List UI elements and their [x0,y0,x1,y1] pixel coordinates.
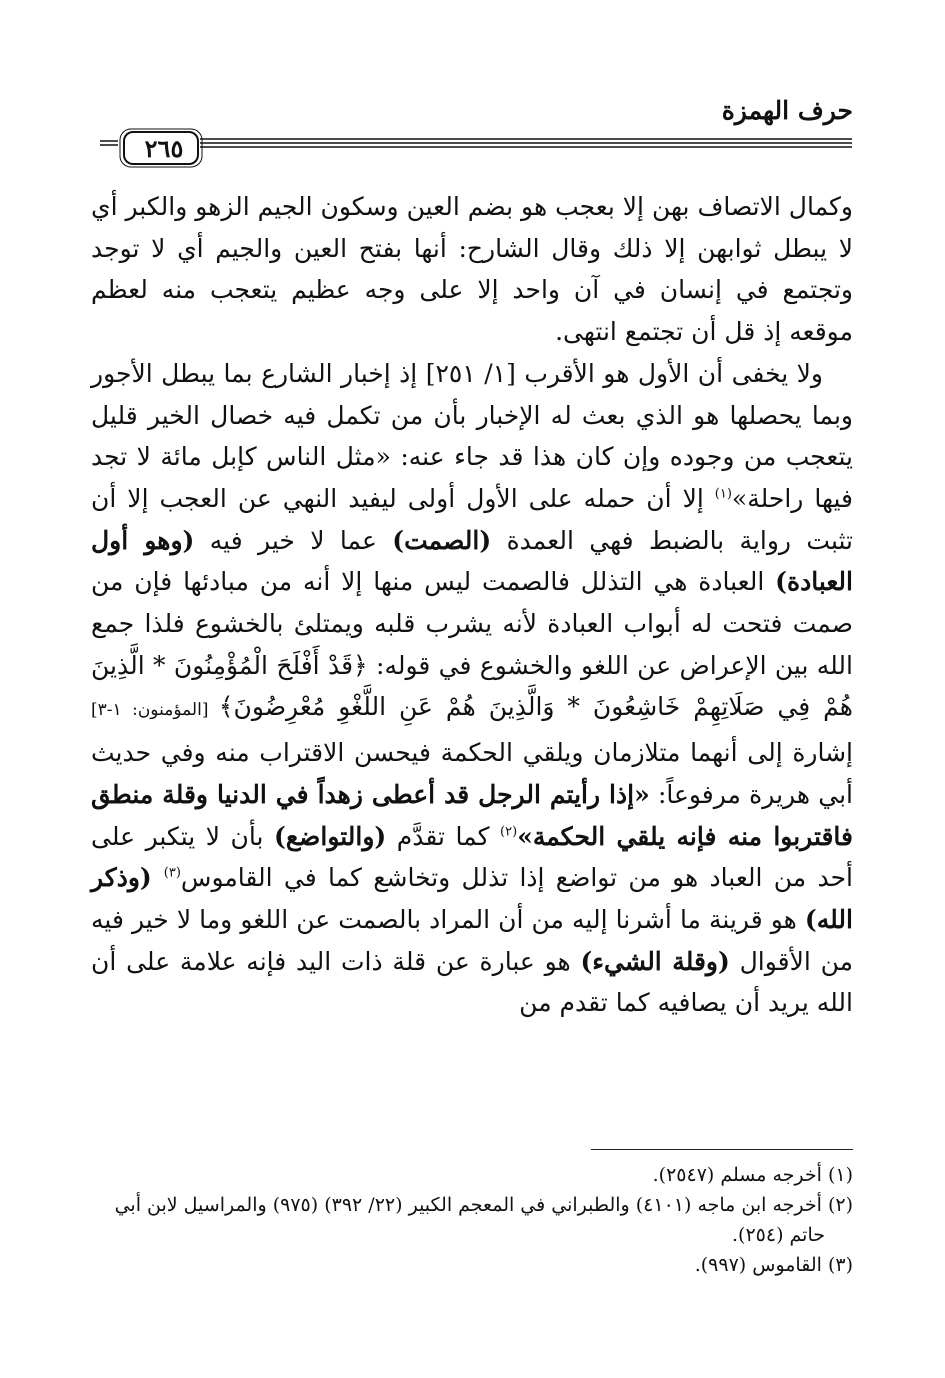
hadith-quote: «إذا رأيتم الرجل قد أعطى زهداً في الدنيا وقلة منطق فاقتربوا منه فإنه يلقي الحكمة» [91,779,854,851]
bold-term: (والتواضع) [274,821,387,851]
page-number: ٢٦٥ [144,134,184,163]
text-run: العبادة هي التذلل فالصمت ليس منها إلا أنه من مبادئها فإن من صمت فتحت له أبواب العبادة لأنه يشرب قلبه ويمتلئ بالخشوع فلذا جمع الله بين الإعراض عن اللغو والخشوع في قوله: [91,567,853,680]
quran-verse: ﴿قَدْ أَفْلَحَ الْمُؤْمِنُونَ * الَّذِينَ هُمْ فِي صَلَاتِهِمْ خَاشِعُونَ * وَالَّذِينَ هُمْ عَنِ اللَّغْوِ مُعْرِضُونَ﴾ [91,650,853,722]
main-text [91,186,853,1024]
running-header-title: حرف الهمزة [721,96,853,125]
footnotes [91,1160,853,1280]
text-run: ولا يخفى أن الأول هو الأقرب [١/ ٢٥١] إذ إخبار الشارع بما يبطل الأجور وبما يحصلها هو الذي بعث له الإخبار بأن من تكمل فيه خصال الخير قليل يتعجب من وجوده وإن كان هذا قد جاء عنه: «مثل الناس كإبل مائة لا تجد فيها راحلة» [91,358,854,513]
header-rule [100,128,852,168]
bold-term: (وقلة الشيء) [580,946,730,976]
text-run: بأن لا يتكبر على أحد من العباد هو من تواضع إذا تذلل وتخاشع كما في القاموس [91,821,853,893]
footnote-3: (٣) القاموس (٩٩٧). [694,1254,853,1276]
paragraph-2 [91,353,853,1024]
text-run: كما تقدَّم [386,821,501,851]
paragraph-1: وكمال الاتصاف بهن إلا بعجب هو بضم العين وسكون الجيم الزهو والكبر أي لا يبطل ثوابهن إلا ذلك وقال الشارح: أنها بفتح العين والجيم أي لا توجد وتجتمع في إنسان في آن واحد إلا على وجه عظيم يتعجب منه لعظم موقعه إذ قل أن تجتمع انتهى. [91,192,853,347]
text-run: إشارة إلى أنهما متلازمان ويلقي الحكمة فيحسن الاقتراب منه وفي حديث أبي هريرة مرفوعاً: [91,738,853,809]
bold-term: (وهو أول العبادة) [91,525,853,597]
footnote-ref-1: (١) [714,486,732,502]
text-run: هو قرينة ما أشرنا إليه من أن المراد بالصمت عن اللغو وما لا خير فيه من الأقوال [91,904,853,976]
text-run: إلا أن حمله على الأول أولى ليفيد النهي عن العجب إلا أن تثبت رواية بالضبط فهي العمدة [91,483,853,555]
footnote-2: (٢) أخرجه ابن ماجه (٤١٠١) والطبراني في المعجم الكبير (٢٢/ ٣٩٢) (٩٧٥) والمراسيل لابن أبي [114,1194,853,1216]
footnote-separator [591,1149,853,1150]
footnote-ref-2: (٢) [500,824,518,840]
bold-term: (وذكر الله) [91,863,853,934]
footnote-2-continued: حاتم (٢٥٤). [732,1224,825,1246]
footnote-ref-3: (٣) [163,865,181,881]
quran-reference: [المؤمنون: ١-٣] [91,700,219,721]
text-run: هو عبارة عن قلة ذات اليد فإنه علامة على أن الله يريد أن يصافيه كما تقدم من [91,946,853,1018]
footnote-1: (١) أخرجه مسلم (٢٥٤٧). [652,1164,853,1186]
bold-term: (الصمت) [392,525,492,555]
text-run: عما لا خير فيه [194,525,393,555]
